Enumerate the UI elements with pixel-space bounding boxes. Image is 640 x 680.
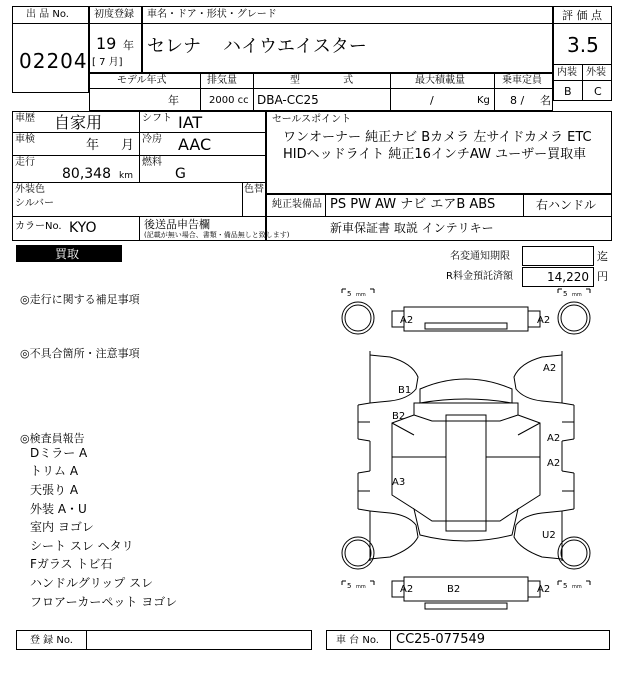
exterior-grade: C	[594, 85, 602, 98]
damage-mark: A2	[547, 458, 561, 469]
registration-no-label: 登 録 No.	[30, 635, 73, 646]
tire-tread-unit: mm	[572, 292, 582, 298]
tire-tread-unit: mm	[356, 292, 366, 298]
tire-tread-front-right	[558, 289, 590, 334]
max-load-value: /	[430, 94, 434, 107]
tire-tread-rear-right	[558, 537, 590, 590]
sales-points-line-2: HIDヘッドライト 純正16インチAW ユーザー買取車	[283, 147, 587, 162]
interior-label: 内装	[557, 67, 577, 78]
capacity-unit: 名	[540, 94, 551, 107]
inspector-line: シート スレ ヘタリ	[30, 539, 134, 553]
color-no-label: カラーNo.	[15, 221, 62, 232]
history-label: 車歴	[15, 113, 35, 124]
sales-points-line-1: ワンオーナー 純正ナビ Bカメラ 左サイドカメラ ETC	[283, 130, 592, 145]
damage-mark: A2	[537, 584, 551, 595]
max-load-unit: Kg	[477, 95, 490, 106]
tire-tread-unit: mm	[356, 584, 366, 590]
inspector-line: 室内 ヨゴレ	[30, 520, 94, 534]
damage-mark: A3	[392, 477, 406, 488]
mileage-value: 80,348	[62, 166, 111, 182]
name-change-box	[522, 246, 594, 266]
displacement-value: 2000 cc	[209, 95, 249, 106]
inspector-report-label: ◎検査員報告	[20, 432, 85, 445]
shift-value: IAT	[178, 113, 203, 132]
car-name-label: 車名・ドア・形状・グレード	[147, 9, 277, 20]
inspector-line: フロアーカーペット ヨゴレ	[30, 595, 178, 609]
lot-no-label: 出 品 No.	[26, 9, 69, 20]
inspector-line: 天張り A	[30, 483, 79, 497]
fuel-label: 燃料	[142, 157, 162, 168]
model-code-label: 型 式	[290, 75, 354, 86]
sales-points-label: セールスポイント	[272, 114, 352, 125]
documents-value: 新車保証書 取説 インテリキー	[330, 221, 494, 235]
damage-mark: A2	[543, 363, 557, 374]
ext-color-label: 外装色	[15, 184, 45, 195]
inspection-year: 年	[86, 138, 100, 153]
ac-label: 冷房	[142, 134, 162, 145]
tire-tread-value: 5	[563, 582, 568, 590]
name-change-label: 名変通知期限	[450, 251, 510, 262]
history-value: 自家用	[54, 113, 103, 132]
registration-month: [ 7 月]	[92, 57, 123, 68]
purchase-label: 買取	[55, 247, 80, 261]
damage-mark: A2	[400, 315, 414, 326]
damage-mark: A2	[537, 315, 551, 326]
inspector-line: Fガラス トビ石	[30, 557, 113, 571]
documents-label: 後送品申告欄	[144, 218, 210, 231]
drive-side: 右ハンドル	[536, 198, 597, 212]
driving-notes-label: ◎走行に関する補足事項	[20, 293, 140, 306]
equipment-value: PS PW AW ナビ エアB ABS	[330, 197, 496, 212]
car-damage-diagram	[330, 285, 620, 620]
car-grade: ハイウエイスター	[223, 36, 367, 57]
defects-notes-label: ◎不具合箇所・注意事項	[20, 347, 140, 360]
fuel-value: G	[175, 166, 186, 182]
color-no-value: KYO	[69, 220, 97, 236]
capacity-label: 乗車定員	[502, 75, 542, 86]
recycle-fee-unit: 円	[597, 270, 608, 283]
interior-grade: B	[564, 85, 572, 98]
lot-number: 02204	[19, 49, 88, 73]
inspector-line: トリム A	[30, 464, 79, 478]
damage-mark: B1	[398, 385, 412, 396]
tire-tread-unit: mm	[572, 584, 582, 590]
damage-mark: U2	[542, 530, 556, 541]
score-label: 評 価 点	[562, 9, 602, 22]
recycle-fee-label: R料金預託済額	[446, 271, 513, 282]
tire-tread-value: 5	[347, 290, 352, 298]
model-year-label: モデル年式	[117, 75, 167, 86]
model-code: DBA-CC25	[257, 93, 319, 107]
recycle-fee-value: 14,220	[547, 270, 589, 284]
inspector-line: Dミラー A	[30, 446, 88, 460]
model-year-unit: 年	[168, 94, 179, 107]
capacity-value: 8 /	[510, 94, 525, 107]
displacement-label: 排気量	[207, 75, 237, 86]
max-load-label: 最大積載量	[415, 75, 465, 86]
shift-label: シフト	[142, 113, 172, 124]
damage-mark: B2	[392, 411, 406, 422]
documents-note: (記載が無い場合、書類・備品無しと致します)	[144, 231, 290, 239]
tire-tread-value: 5	[563, 290, 568, 298]
ac-value: AAC	[178, 135, 212, 154]
damage-mark: B2	[447, 584, 461, 595]
inspection-month: 月	[121, 138, 135, 153]
mileage-unit: km	[119, 171, 133, 181]
tire-tread-rear-left	[342, 537, 374, 590]
mileage-label: 走行	[15, 157, 35, 168]
damage-mark: A2	[547, 433, 561, 444]
equipment-label: 純正装備品	[272, 199, 322, 210]
car-name: セレナ	[147, 36, 201, 57]
color-change-label: 色替	[244, 184, 264, 195]
tire-tread-value: 5	[347, 582, 352, 590]
exterior-label: 外装	[586, 67, 606, 78]
name-change-unit: 迄	[597, 250, 608, 263]
chassis-no-label: 車 台 No.	[336, 635, 379, 646]
tire-tread-front-left	[342, 289, 374, 334]
ext-color-value: シルバー	[15, 198, 55, 209]
inspection-label: 車検	[15, 134, 35, 145]
chassis-no-value: CC25-077549	[396, 632, 486, 647]
inspector-line: ハンドルグリップ スレ	[30, 576, 154, 590]
damage-mark: A2	[400, 584, 414, 595]
first-registration-label: 初度登録	[94, 9, 134, 20]
overall-score: 3.5	[567, 33, 599, 57]
registration-year: 19	[96, 34, 117, 53]
registration-year-unit: 年	[123, 39, 134, 52]
inspector-line: 外装 A・U	[30, 502, 87, 516]
